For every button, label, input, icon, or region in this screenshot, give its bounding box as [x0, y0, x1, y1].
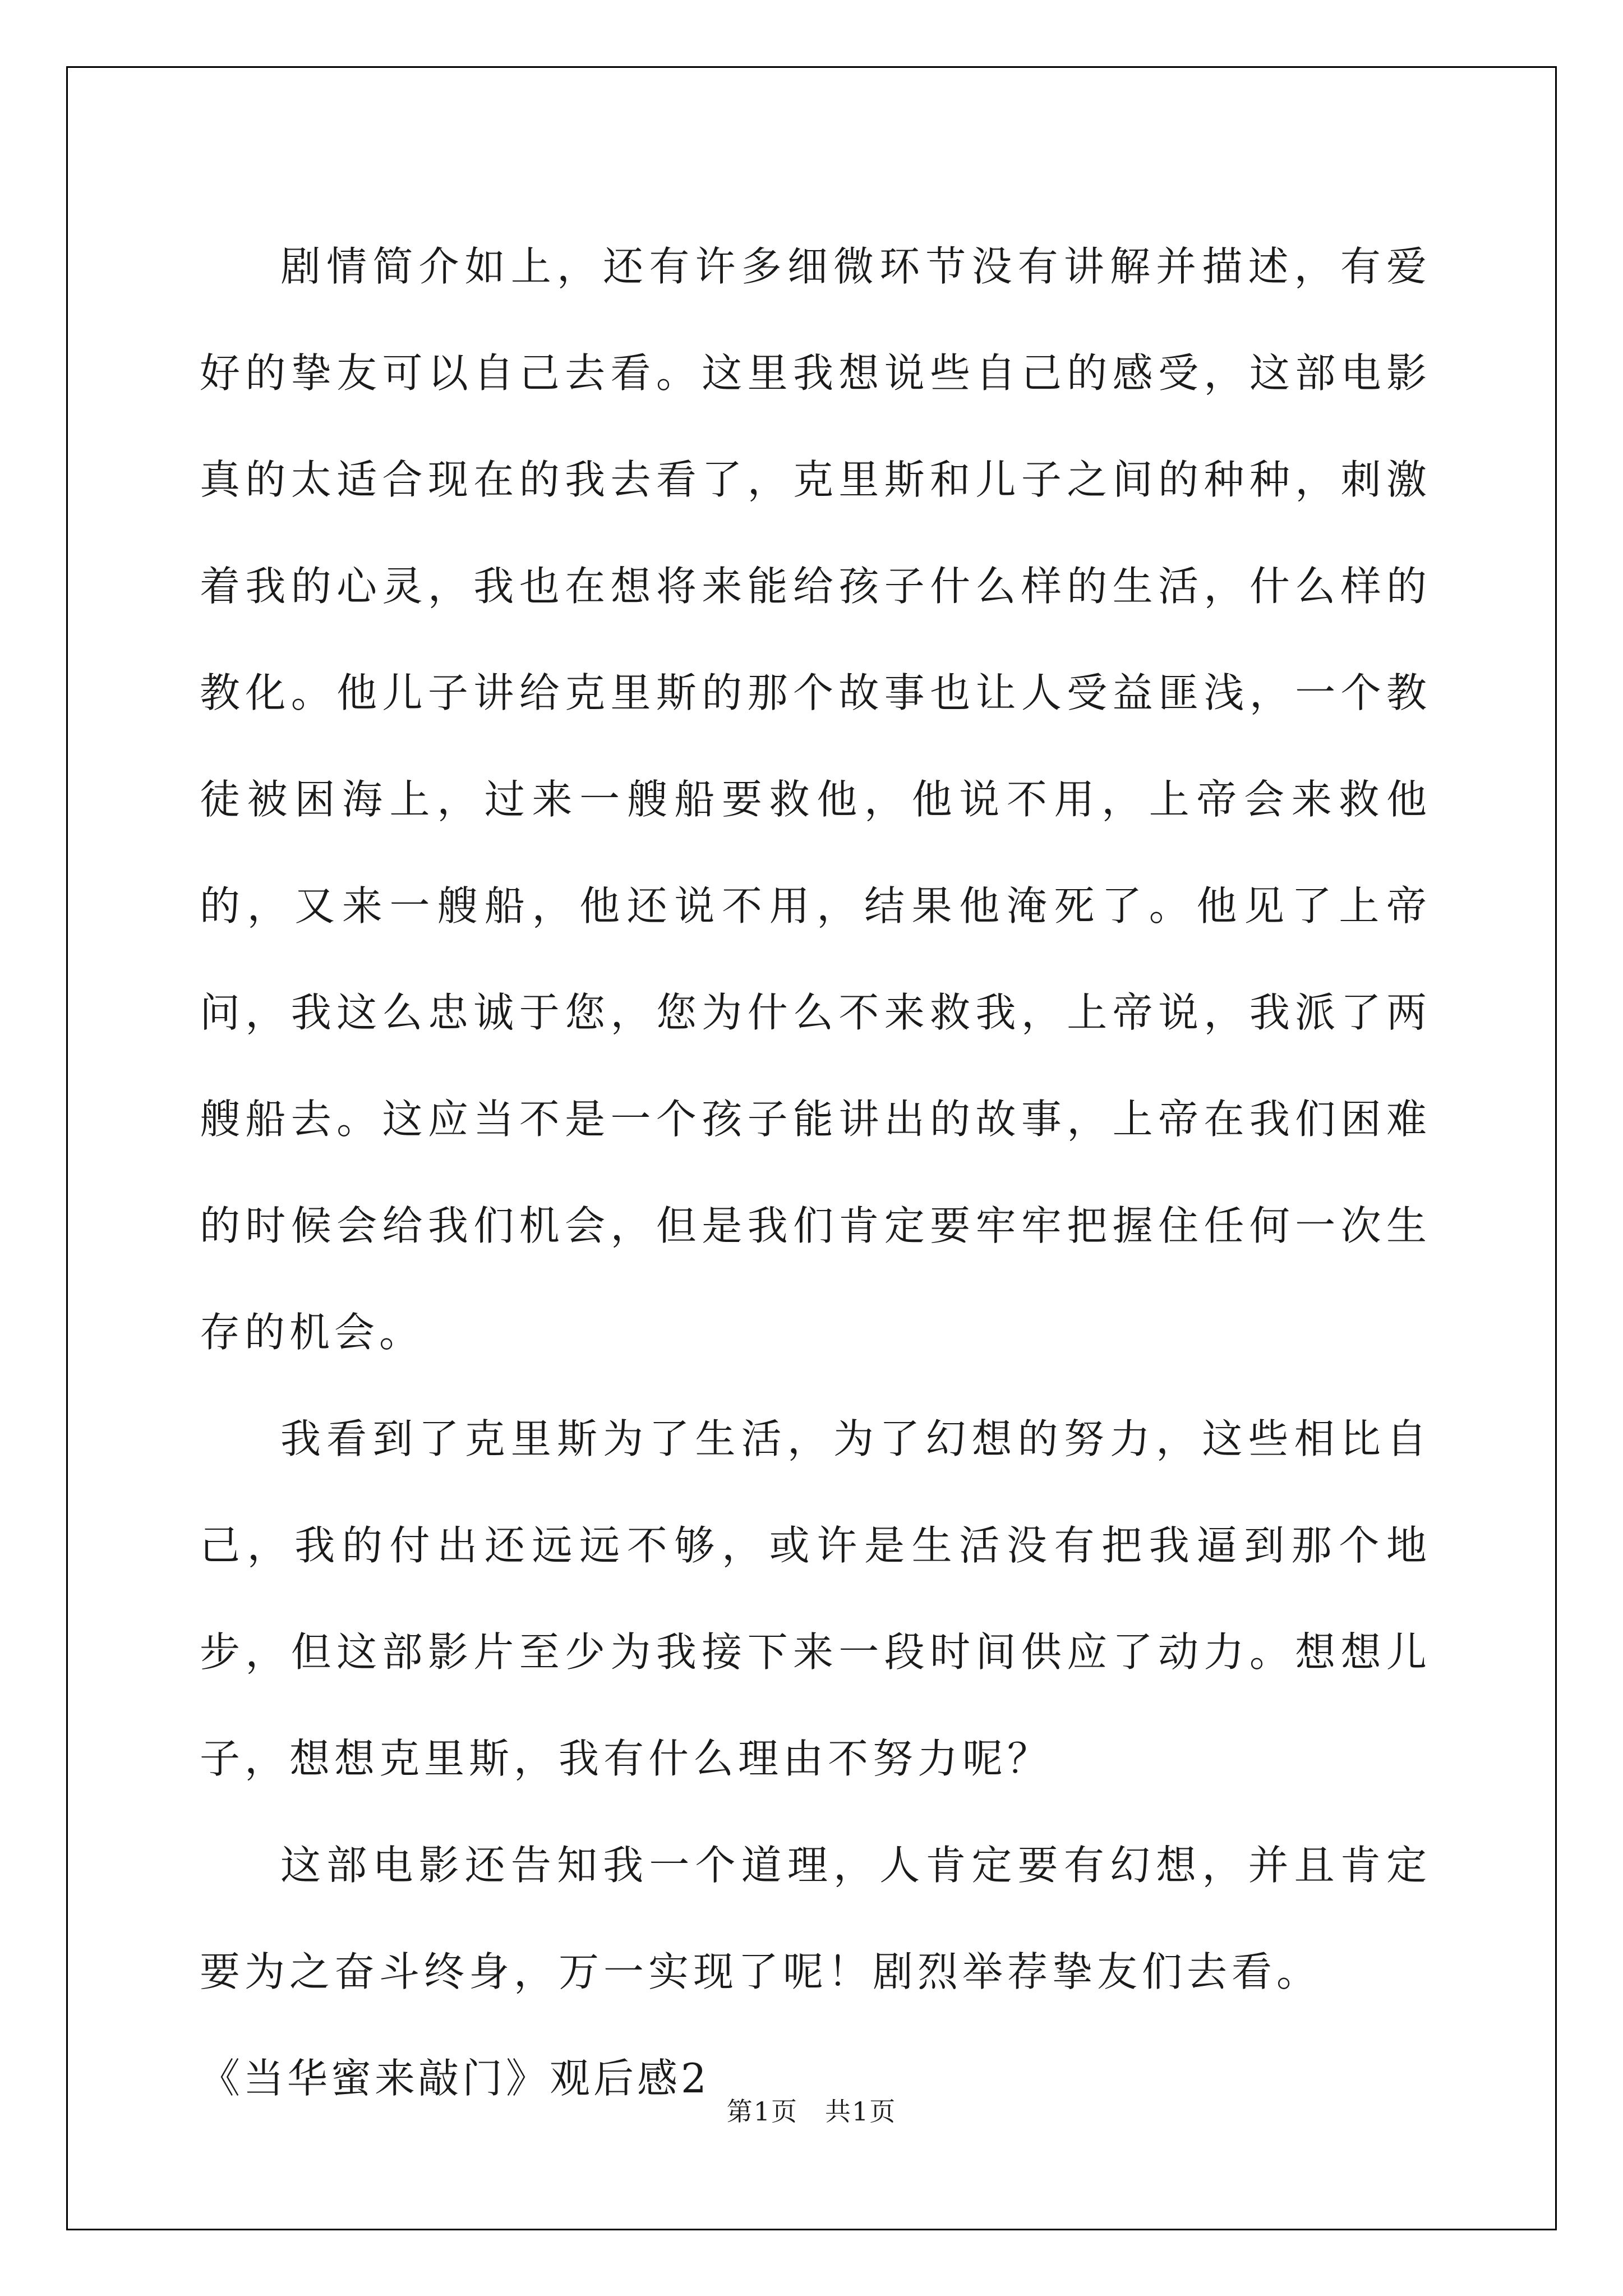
- paragraph-1: 剧情简介如上，还有许多细微环节没有讲解并描述，有爱好的挚友可以自己去看。这里我想说些自己的感受，这部电影真的太适合现在的我去看了，克里斯和儿子之间的种种，刺激着我的心灵，我也在想将来能给孩子什么样的生活，什么样的教化。他儿子讲给克里斯的那个故事也让人受益匪浅，一个教徒被困海上，过来一艘船要救他，他说不用，上帝会来救他的，又来一艘船，他还说不用，结果他淹死了。他见了上帝问，我这么忠诚于您，您为什么不来救我，上帝说，我派了两艘船去。这应当不是一个孩子能讲出的故事，上帝在我们困难的时候会给我们机会，但是我们肯定要牢牢把握住任何一次生存的机会。: [200, 243, 1431, 1356]
- document-body: [200, 213, 1431, 2132]
- page-number-label: 第1页 共1页: [726, 2096, 897, 2127]
- section-heading: 《当华蜜来敲门》观后感2: [200, 2055, 710, 2102]
- page-footer: [0, 2091, 1623, 2128]
- paragraph-2: 我看到了克里斯为了生活，为了幻想的努力，这些相比自己，我的付出还远远不够，或许是生活没有把我逼到那个地步，但这部影片至少为我接下来一段时间供应了动力。想想儿子，想想克里斯，我有什么理由不努力呢？: [200, 1415, 1431, 1782]
- paragraph-3: 这部电影还告知我一个道理，人肯定要有幻想，并且肯定要为之奋斗终身，万一实现了呢！剧烈举荐挚友们去看。: [200, 1842, 1431, 1995]
